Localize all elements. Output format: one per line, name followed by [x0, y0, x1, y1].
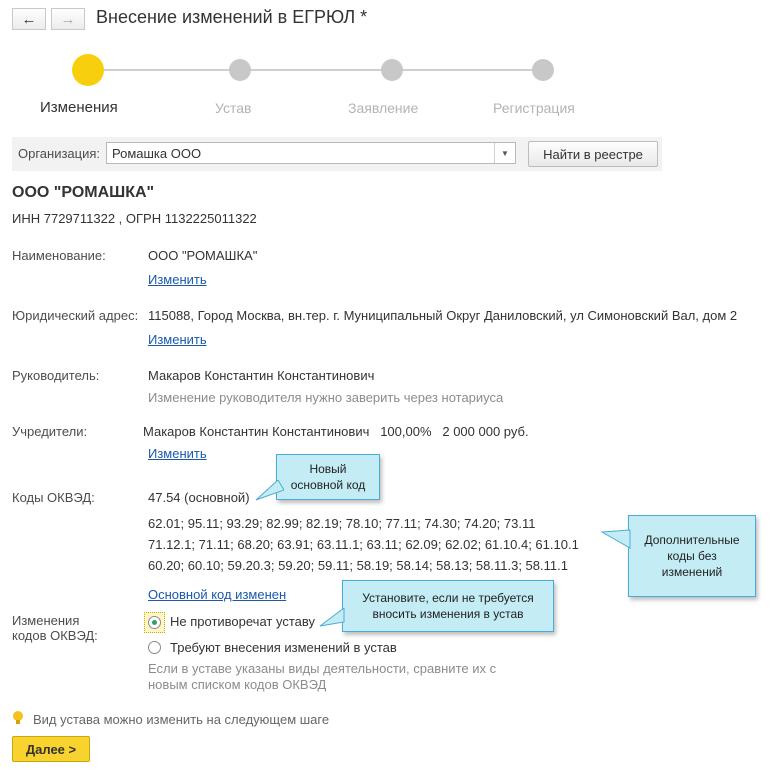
change-address-link[interactable]: Изменить	[148, 332, 207, 347]
charter-tip: Вид устава можно изменить на следующем шаге	[33, 712, 330, 727]
chevron-down-icon[interactable]: ▼	[494, 143, 515, 163]
step-dot-registration[interactable]	[532, 59, 554, 81]
option-require-changes-label[interactable]: Требуют внесения изменений в устав	[170, 640, 397, 655]
head-value: Макаров Константин Константинович	[148, 368, 375, 383]
step-dot-charter[interactable]	[229, 59, 251, 81]
callout-additional-codes: Дополнительные коды без изменений	[628, 515, 756, 597]
name-label: Наименование:	[12, 248, 106, 263]
address-value: 115088, Город Москва, вн.тер. г. Муниципальный Округ Даниловский, ул Симоновский Вал, дом 2	[148, 308, 738, 323]
callout-additional-pointer	[600, 528, 632, 552]
okved-main-code: 47.54 (основной)	[148, 490, 250, 505]
step-dot-changes[interactable]	[72, 54, 104, 86]
back-button[interactable]	[12, 8, 46, 30]
step-label-changes[interactable]: Изменения	[40, 99, 118, 116]
find-in-registry-button[interactable]: Найти в реестре	[528, 141, 658, 167]
callout-new-main-pointer	[254, 480, 284, 502]
page-title: Внесение изменений в ЕГРЮЛ *	[96, 7, 368, 27]
main-code-changed-link[interactable]: Основной код изменен	[148, 587, 287, 602]
callout-set-option: Установите, если не требуется вносить изменения в устав	[342, 580, 554, 632]
arrow-right-icon: →	[60, 10, 76, 28]
radio-no-conflict[interactable]	[148, 616, 161, 629]
radio-selected-dot	[152, 620, 157, 625]
change-name-link[interactable]: Изменить	[148, 272, 207, 287]
address-label: Юридический адрес:	[12, 308, 139, 323]
company-ids: ИНН 7729711322 , ОГРН 1132225011322	[12, 211, 257, 226]
callout-set-option-pointer	[318, 608, 346, 628]
step-label-registration[interactable]: Регистрация	[493, 100, 575, 116]
change-founders-link[interactable]: Изменить	[148, 446, 207, 461]
okved-hint: Если в уставе указаны виды деятельности, сравните их с новым списком кодов ОКВЭД	[148, 661, 497, 692]
step-label-charter[interactable]: Устав	[215, 100, 252, 116]
next-button[interactable]: Далее >	[12, 736, 90, 762]
arrow-left-icon: ←	[21, 10, 37, 28]
organization-value: Ромашка ООО	[112, 146, 202, 161]
step-label-application[interactable]: Заявление	[348, 100, 419, 116]
company-name: ООО "РОМАШКА"	[12, 184, 155, 201]
steps-track	[88, 69, 544, 71]
head-label: Руководитель:	[12, 368, 100, 383]
callout-new-main-code: Новый основной код	[276, 454, 380, 500]
okved-codes-line-2: 71.12.1; 71.11; 68.20; 63.91; 63.11.1; 63.11; 62.09; 62.02; 61.10.4; 61.10.1	[148, 537, 579, 552]
okved-codes-line-3: 60.20; 60.10; 59.20.3; 59.20; 59.11; 58.19; 58.14; 58.13; 58.11.3; 58.11.1	[148, 558, 568, 573]
forward-button[interactable]	[51, 8, 85, 30]
lightbulb-icon	[12, 710, 24, 726]
okved-codes-line-1: 62.01; 95.11; 93.29; 82.99; 82.19; 78.10; 77.11; 74.30; 74.20; 73.11	[148, 516, 536, 531]
radio-require-changes[interactable]	[148, 641, 161, 654]
organization-label: Организация:	[18, 146, 101, 161]
step-dot-application[interactable]	[381, 59, 403, 81]
okved-changes-label: Изменения кодов ОКВЭД:	[12, 613, 98, 643]
head-hint: Изменение руководителя нужно заверить через нотариуса	[148, 390, 504, 405]
name-value: ООО "РОМАШКА"	[148, 248, 258, 263]
okved-label: Коды ОКВЭД:	[12, 490, 95, 505]
organization-input[interactable]	[106, 142, 516, 164]
founders-label: Учредители:	[12, 424, 88, 439]
founders-value: Макаров Константин Константинович 100,00% 2 000 000 руб.	[143, 424, 529, 439]
option-no-conflict-label[interactable]: Не противоречат уставу	[170, 614, 315, 629]
